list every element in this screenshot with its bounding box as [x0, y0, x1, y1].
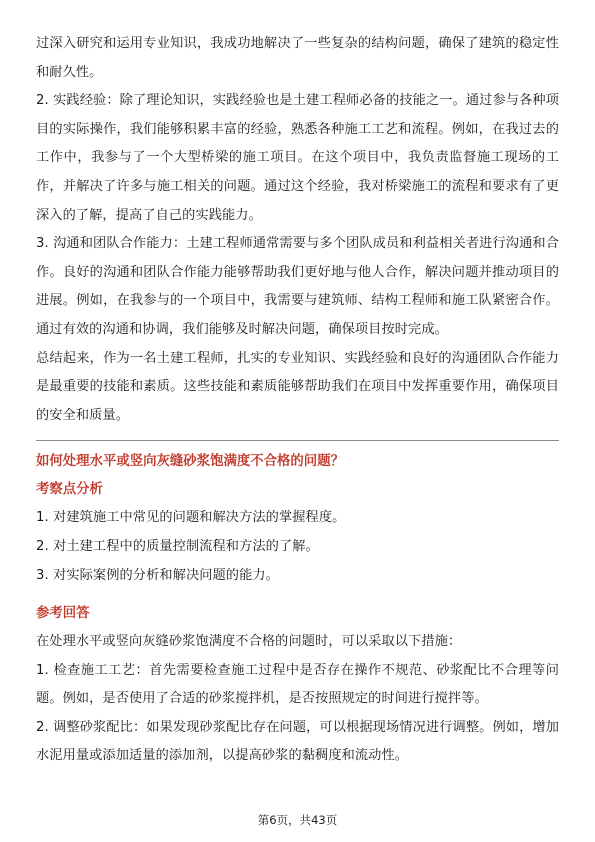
- intro-paragraph: 2. 实践经验：除了理论知识，实践经验也是土建工程师必备的技能之一。通过参与各种项目的实际操作，我们能够积累丰富的经验，熟悉各种施工工艺和流程。例如，在我过去的工作中，我参与了一个大型桥梁的施工项目。在这个项目中，我负责监督施工现场的工作，并解决了许多与施工相关的问题。通过这个经验，我对桥梁施工的流程和要求有了更深入的了解，提高了自己的实践能力。: [36, 93, 559, 223]
- analysis-item: 2. 对土建工程中的质量控制流程和方法的了解。: [36, 538, 319, 554]
- analysis-item: 3. 对实际案例的分析和解决问题的能力。: [36, 567, 279, 583]
- answer-paragraph: 在处理水平或竖向灰缝砂浆饱满度不合格的问题时，可以采取以下措施：: [36, 634, 462, 650]
- page-number: 第6页，共43页: [257, 813, 338, 827]
- summary-paragraph: 总结起来，作为一名土建工程师，扎实的专业知识、实践经验和良好的沟通团队合作能力是最重要的技能和素质。这些技能和素质能够帮助我们在项目中发挥重要作用，确保项目的安全和质量。: [36, 350, 559, 423]
- analysis-item: 1. 对建筑施工中常见的问题和解决方法的掌握程度。: [36, 510, 346, 526]
- intro-paragraph: 3. 沟通和团队合作能力：土建工程师通常需要与多个团队成员和利益相关者进行沟通和合作。良好的沟通和团队合作能力能够帮助我们更好地与他人合作，解决问题并推动项目的进展。例如，在我参与的一个项目中，我需要与建筑师、结构工程师和施工队紧密合作。通过有效的沟通和协调，我们能够及时解决问题，确保项目按时完成。: [36, 236, 559, 337]
- page-content: [36, 30, 559, 771]
- answer-paragraph: 2. 调整砂浆配比：如果发现砂浆配比存在问题，可以根据现场情况进行调整。例如，增加水泥用量或添加适量的添加剂，以提高砂浆的黏稠度和流动性。: [36, 719, 559, 764]
- analysis-heading: 考察点分析: [36, 482, 103, 498]
- question-title: 如何处理水平或竖向灰缝砂浆饱满度不合格的问题？: [36, 454, 344, 470]
- answer-paragraph: 1. 检查施工工艺：首先需要检查施工过程中是否存在操作不规范、砂浆配比不合理等问题。例如，是否使用了合适的砂浆搅拌机，是否按照规定的时间进行搅拌等。: [36, 662, 559, 707]
- section-divider: [36, 440, 559, 441]
- answer-heading: 参考回答: [36, 606, 90, 622]
- intro-paragraph: 过深入研究和运用专业知识，我成功地解决了一些复杂的结构问题，确保了建筑的稳定性和耐久性。: [36, 36, 559, 80]
